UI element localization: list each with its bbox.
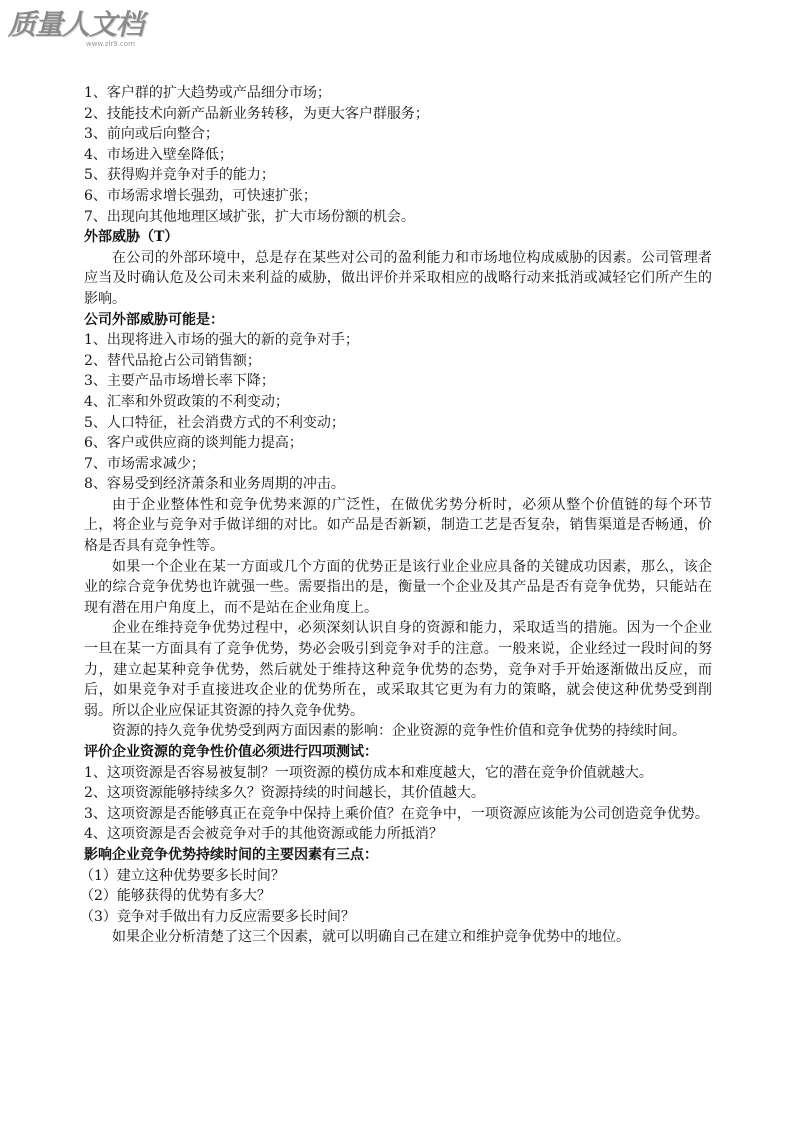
logo-text: 质量人文档 bbox=[8, 8, 144, 41]
factor-item: （2）能够获得的优势有多大？ bbox=[80, 888, 271, 905]
threat-item: 8、容易受到经济萧条和业务周期的冲击。 bbox=[84, 476, 345, 493]
threat-item: 4、汇率和外贸政策的不利变动； bbox=[84, 393, 289, 410]
threat-item: 7、市场需求减少； bbox=[84, 455, 205, 472]
conclusion-paragraph: 如果企业分析清楚了这三个因素，就可以明确自己在建立和维护竞争优势中的地位。 bbox=[112, 929, 630, 946]
factor-item: （3）竞争对手做出有力反应需要多长时间？ bbox=[80, 908, 355, 925]
threat-item: 6、客户或供应商的谈判能力提高； bbox=[84, 435, 303, 452]
opportunity-item: 4、市场进入壁垒降低； bbox=[84, 146, 233, 163]
opportunity-item: 1、客户群的扩大趋势或产品细分市场； bbox=[84, 85, 331, 101]
document-body bbox=[80, 83, 712, 948]
threat-item: 5、人口特征，社会消费方式的不利变动； bbox=[84, 414, 345, 431]
test-item: 2、这项资源能够持续多久？资源持续的时间越长，其价值越大。 bbox=[84, 785, 485, 802]
logo-url: www.zlr9.com bbox=[86, 40, 135, 48]
opportunity-item: 7、出现向其他地理区域扩张，扩大市场份额的机会。 bbox=[84, 208, 415, 225]
test-item: 1、这项资源是否容易被复制？一项资源的模仿成本和难度越大，它的潜在竞争价值就越大。 bbox=[84, 764, 653, 781]
body-paragraph: 如果一个企业在某一方面或几个方面的优势正是该行业企业应具备的关键成功因素，那么，该企业的综合竞争优势也许就强一些。需要指出的是，衡量一个企业及其产品是否有竞争优势，只能站在现有潜在用户角度上，而不是站在企业角度上。 bbox=[84, 558, 712, 616]
test-item: 3、这项资源是否能够真正在竞争中保持上乘价值？在竞争中，一项资源应该能为公司创造竞争优势。 bbox=[84, 805, 709, 822]
section-heading-factors: 影响企业竞争优势持续时间的主要因素有三点： bbox=[84, 846, 378, 863]
body-paragraph: 由于企业整体性和竞争优势来源的广泛性，在做优劣势分析时，必须从整个价值链的每个环节上，将企业与竞争对手做详细的对比。如产品是否新颖，制造工艺是否复杂，销售渠道是否畅通，价格是否具有竞争性等。 bbox=[84, 496, 712, 555]
opportunity-item: 2、技能技术向新产品新业务转移，为更大客户群服务； bbox=[84, 105, 429, 122]
section-heading-tests: 评价企业资源的竞争性价值必须进行四项测试： bbox=[84, 744, 378, 760]
body-paragraph: 资源的持久竞争优势受到两方面因素的影响：企业资源的竞争性价值和竞争优势的持续时间。 bbox=[112, 723, 686, 740]
factor-item: （1）建立这种优势要多长时间？ bbox=[80, 867, 285, 884]
site-logo bbox=[8, 8, 158, 52]
opportunity-item: 3、前向或后向整合； bbox=[84, 126, 219, 143]
threat-item: 2、替代品抢占公司销售额； bbox=[84, 352, 261, 369]
opportunity-item: 5、获得购并竞争对手的能力； bbox=[84, 167, 275, 184]
threat-item: 1、出现将进入市场的强大的新的竞争对手； bbox=[84, 332, 359, 349]
section-heading-threats: 外部威胁（T） bbox=[84, 229, 179, 246]
threat-item: 3、主要产品市场增长率下降； bbox=[84, 373, 275, 390]
test-item: 4、这项资源是否会被竞争对手的其他资源或能力所抵消？ bbox=[84, 826, 443, 843]
threats-list-heading: 公司外部威胁可能是： bbox=[84, 311, 224, 328]
opportunity-item: 6、市场需求增长强劲，可快速扩张； bbox=[84, 187, 317, 204]
threats-intro-paragraph: 在公司的外部环境中，总是存在某些对公司的盈利能力和市场地位构成威胁的因素。公司管理者应当及时确认危及公司未来利益的威胁，做出评价并采取相应的战略行动来抵消或减轻它们所产生的影响。 bbox=[84, 249, 712, 307]
body-paragraph: 企业在维持竞争优势过程中，必须深刻认识自身的资源和能力，采取适当的措施。因为一个企业一旦在某一方面具有了竞争优势，势必会吸引到竞争对手的注意。一般来说，企业经过一段时间的努力，建立起某种竞争优势，然后就处于维持这种竞争优势的态势，竞争对手开始逐渐做出反应，而后，如果竞争对手直接进攻企业的优势所在，或采取其它更为有力的策略，就会使这种优势受到削弱。所以企业应保证其资源的持久竞争优势。 bbox=[84, 620, 712, 719]
